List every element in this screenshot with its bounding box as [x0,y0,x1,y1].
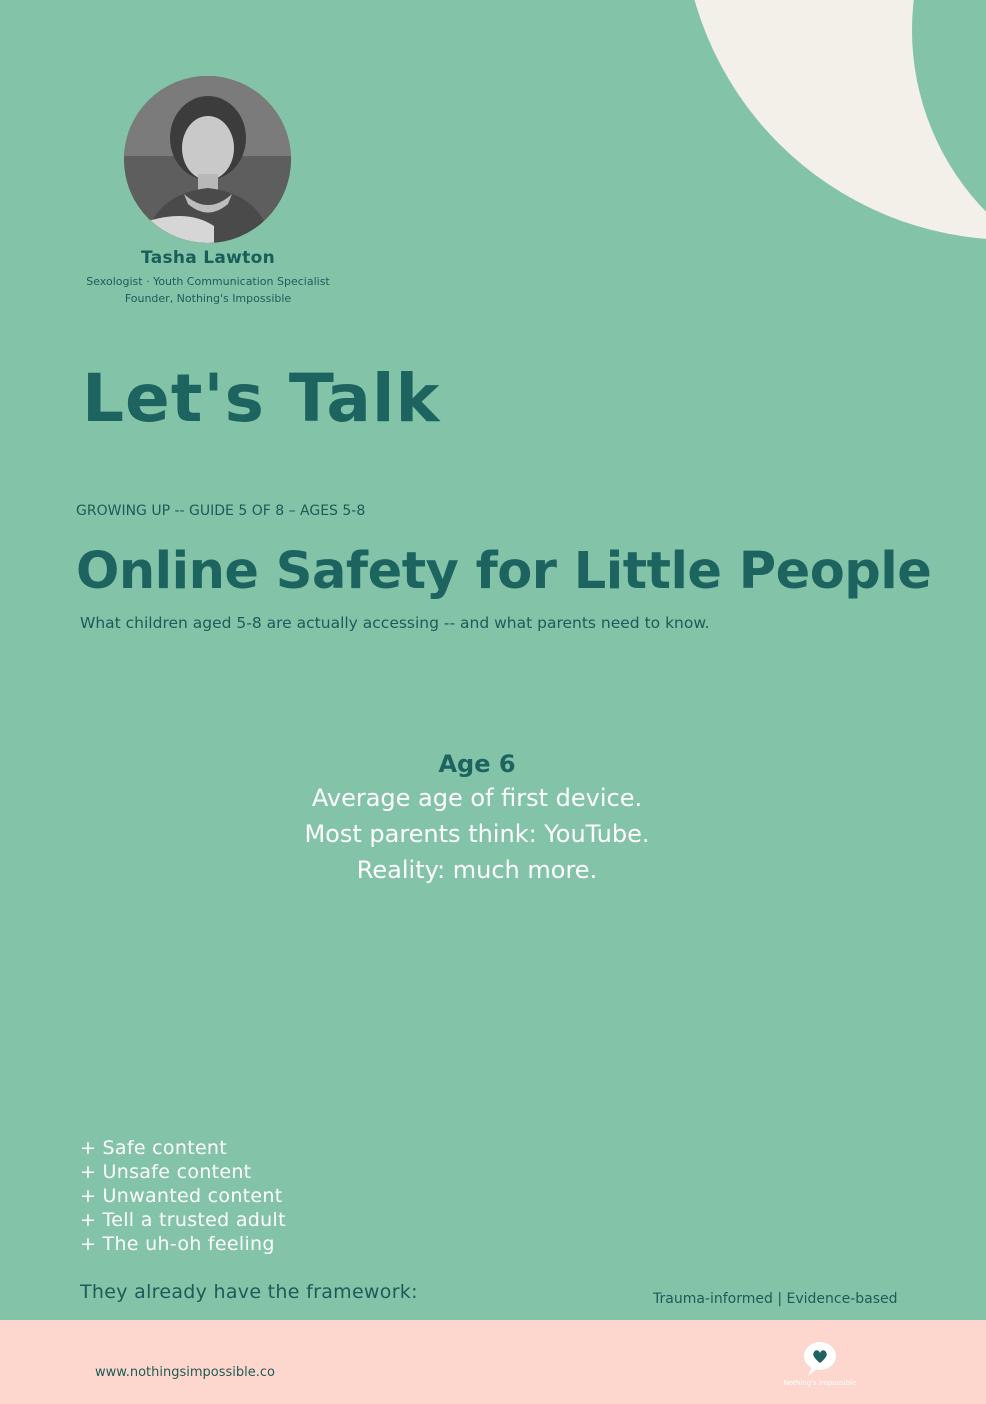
stat-block [230,748,724,888]
series-label: GROWING UP -- GUIDE 5 OF 8 – AGES 5-8 [76,503,366,519]
list-item: + The uh-oh feeling [80,1233,275,1255]
list-item: + Unwanted content [80,1185,283,1207]
list-item: + Unsafe content [80,1161,252,1183]
brand-logo [770,1340,870,1394]
framework-label: They already have the framework: [80,1281,418,1303]
page-subtitle: What children aged 5-8 are actually accessing -- and what parents need to know. [80,614,710,632]
footer [0,1320,986,1404]
website-link[interactable]: www.nothingsimpossible.co [95,1365,275,1380]
author-org: Founder, Nothing's Impossible [124,292,292,305]
list-item: + Safe content [80,1137,228,1159]
stat-line: Reality: much more. [356,856,598,884]
tagline: Trauma-informed | Evidence-based [653,1291,898,1307]
stat-line: Most parents think: YouTube. [304,820,650,848]
logo-text: Nothing's Impossible [783,1379,857,1387]
framework-list [80,1136,286,1256]
page-title: Online Safety for Little People [76,542,932,601]
stat-heading: Age 6 [438,750,516,778]
speech-heart-icon [770,1340,870,1380]
stat-line: Average age of first device. [311,784,643,812]
list-item: + Tell a trusted adult [80,1209,286,1231]
author-role: Sexologist · Youth Communication Specialist [86,275,330,288]
lets-talk-heading: Let's Talk [82,360,441,437]
author-avatar [124,76,291,243]
author-name: Tasha Lawton [140,248,275,268]
